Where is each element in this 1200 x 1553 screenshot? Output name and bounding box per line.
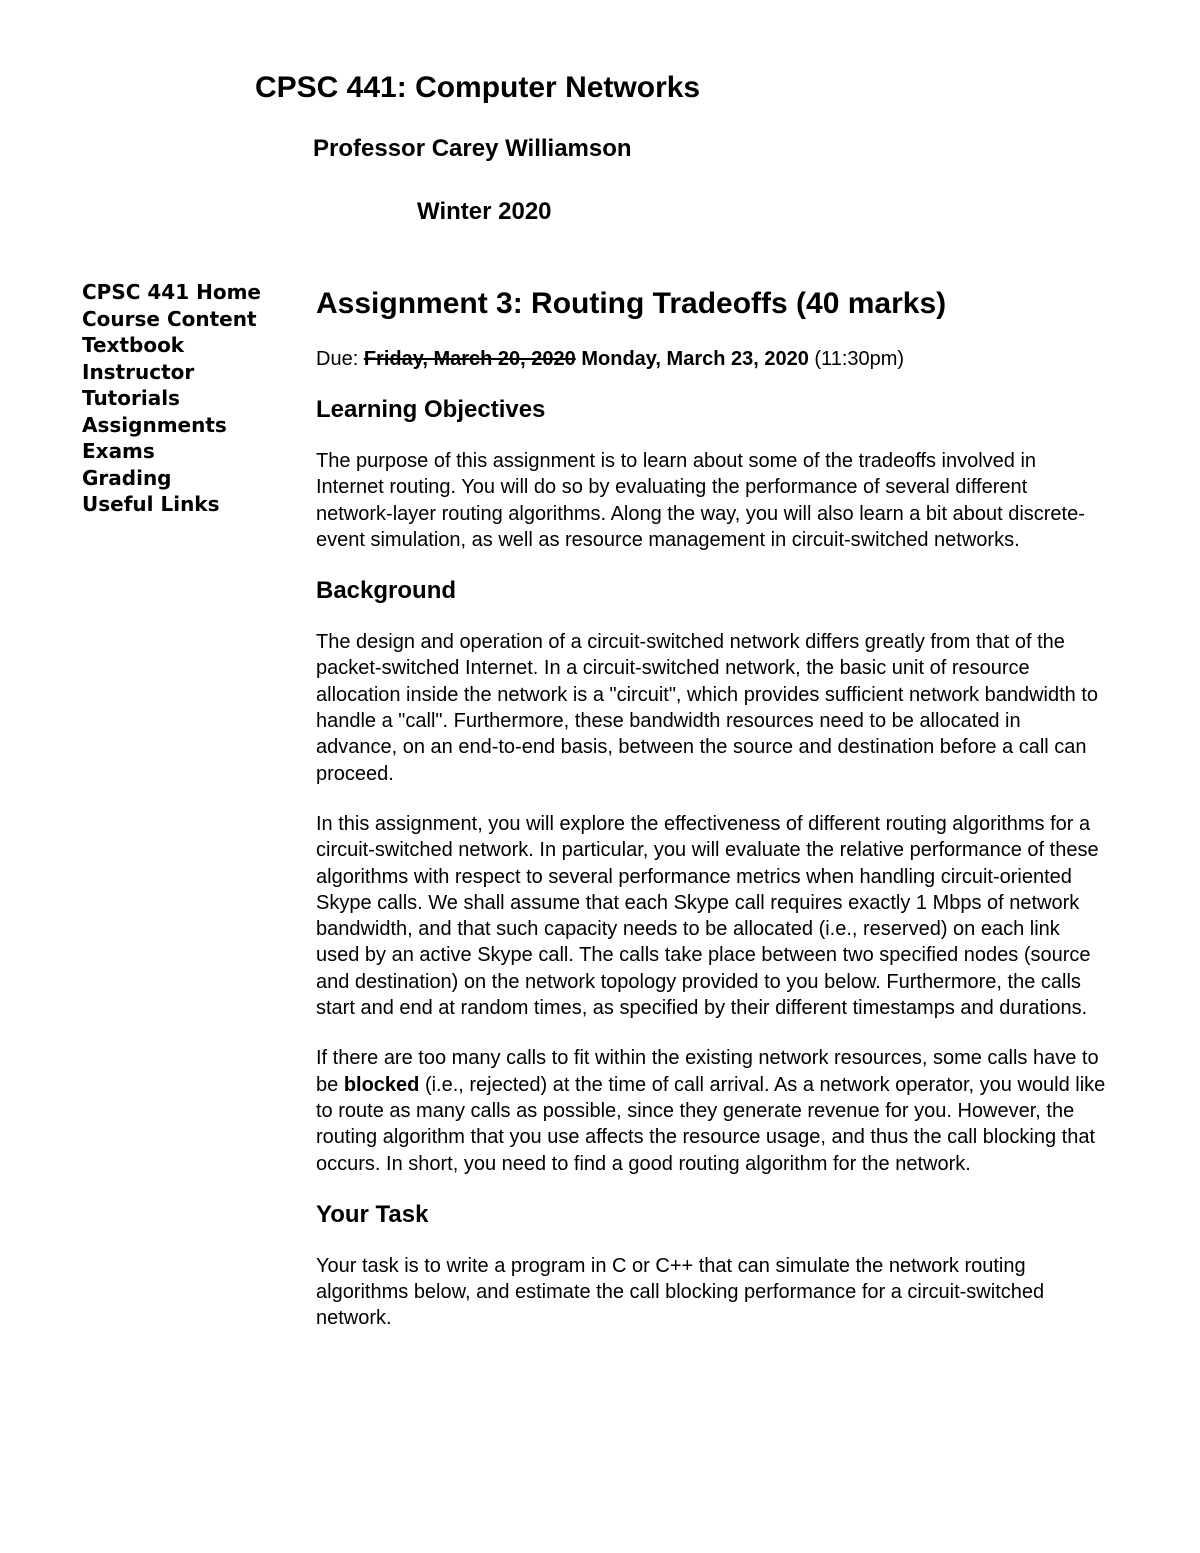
sidebar-item-tutorials[interactable]: Tutorials: [82, 386, 180, 410]
sidebar-item-assignments[interactable]: Assignments: [82, 412, 227, 437]
blocked-term: blocked: [343, 1073, 420, 1096]
sidebar-item-instructor[interactable]: Instructor: [82, 359, 195, 384]
your-task-heading: Your Task: [316, 1200, 429, 1228]
paragraph-3-text-after: (i.e., rejected) at the time of call arrival. As a network operator, you would like to route as many calls as possible, since they generate revenue for you. However, the routing algorithm that you use affects the resource usage, and thus the call blocking that occurs. In short, you need to find a good routing algorithm for the network.: [316, 1073, 1106, 1175]
background-heading: Background: [316, 577, 457, 605]
main-content: [316, 282, 1106, 1352]
sidebar-nav: [82, 279, 282, 518]
background-paragraph-3: [316, 1045, 1106, 1176]
learning-objectives-heading: Learning Objectives: [316, 396, 546, 423]
background-paragraph-1: The design and operation of a circuit-switched network differs greatly from that of the packet-switched Internet. In a circuit-switched network, the basic unit of resource allocation inside the network is a "circuit", which provides sufficient network bandwidth to handle a "call". Furthermore, these bandwidth resources need to be allocated in advance, on an end-to-end basis, between the source and destination before a call can proceed.: [316, 631, 1099, 785]
sidebar-item-course-content[interactable]: Course Content: [82, 306, 257, 331]
due-time: (11:30pm): [808, 348, 905, 370]
professor-name: Professor Carey Williamson: [313, 135, 632, 162]
new-due-date: Monday, March 23, 2020: [581, 348, 809, 370]
term: Winter 2020: [417, 198, 552, 225]
sidebar-item-home[interactable]: CPSC 441 Home: [82, 280, 261, 304]
paragraph-3-text-before: If there are too many calls to fit within the existing network resources, some calls have to be: [316, 1047, 1099, 1096]
old-due-date: Friday, March 20, 2020: [363, 348, 576, 370]
sidebar-item-exams[interactable]: Exams: [82, 439, 155, 463]
course-title: CPSC 441: Computer Networks: [255, 71, 701, 104]
learning-objectives-paragraph: The purpose of this assignment is to learn about some of the tradeoffs involved in Internet routing. You will do so by evaluating the performance of several different network-layer routing algorithms. Along the way, you will also learn a bit about discrete-event simulation, as well as resource management in circuit-switched networks.: [316, 450, 1085, 551]
background-paragraph-2: In this assignment, you will explore the effectiveness of different routing algorithms for a circuit-switched network. In particular, you will evaluate the relative performance of these algorithms with respect to several performance metrics when handling circuit-oriented Skype calls. We shall assume that each Skype call requires exactly 1 Mbps of network bandwidth, and that such capacity needs to be allocated (i.e., reserved) on each link used by an active Skype call. The calls take place between two specified nodes (source and destination) on the network topology provided to you below. Furthermore, the calls start and end at random times, as specified by their different timestamps and durations.: [316, 812, 1099, 1020]
your-task-paragraph: Your task is to write a program in C or C++ that can simulate the network routing algorithms below, and estimate the call blocking performance for a circuit-switched network.: [316, 1254, 1045, 1330]
due-prefix: Due:: [316, 348, 364, 370]
sidebar-item-useful-links[interactable]: Useful Links: [82, 492, 220, 516]
assignment-title: Assignment 3: Routing Tradeoffs (40 marks): [316, 287, 947, 320]
sidebar-item-grading[interactable]: Grading: [82, 465, 172, 490]
sidebar-item-textbook[interactable]: Textbook: [82, 333, 185, 357]
due-date-line: [316, 344, 1106, 374]
